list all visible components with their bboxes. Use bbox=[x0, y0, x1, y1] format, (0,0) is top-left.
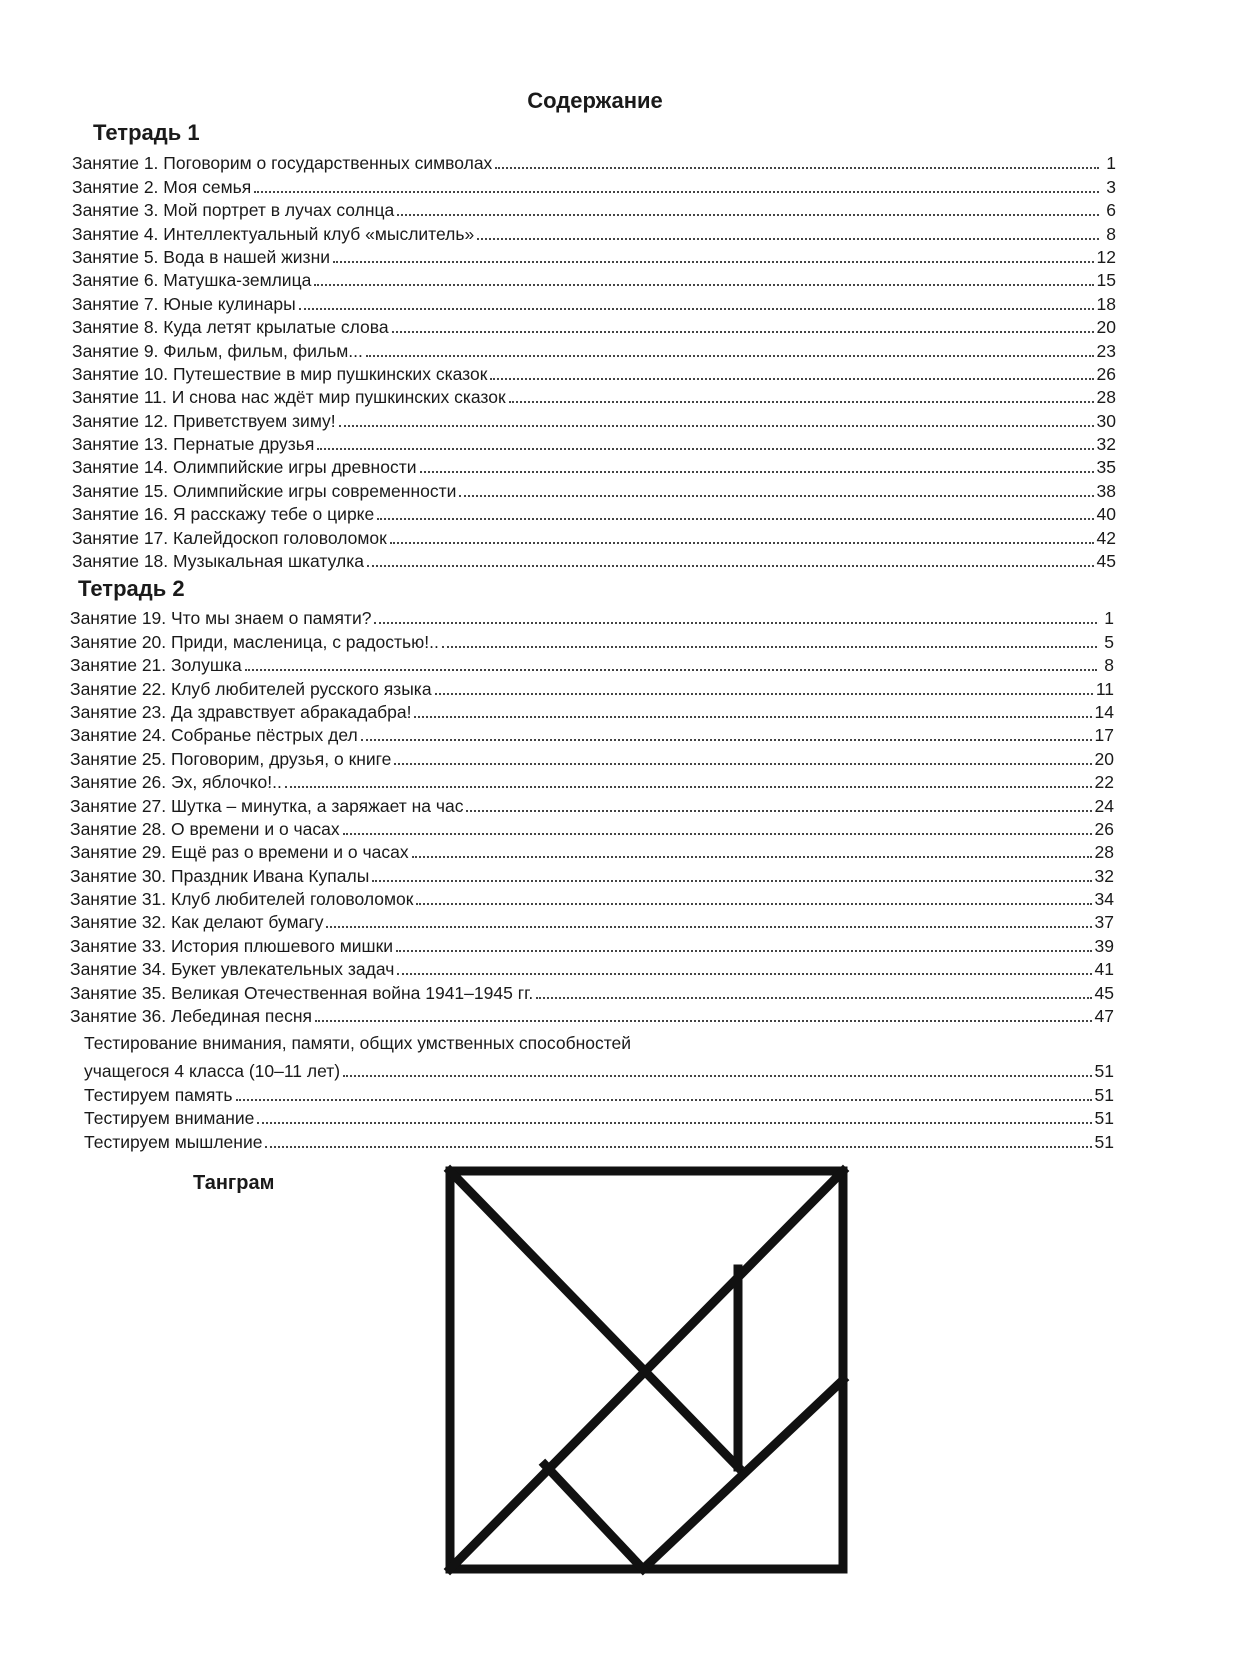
toc-entry-page: 51 bbox=[1094, 1084, 1114, 1105]
toc-entry-title: Занятие 33. История плюшевого мишки bbox=[70, 935, 394, 956]
toc-entry-title: Занятие 1. Поговорим о государственных символах bbox=[72, 153, 493, 174]
toc-entry-title: Занятие 16. Я расскажу тебе о цирке bbox=[72, 504, 375, 525]
toc-entry-page: 47 bbox=[1094, 1006, 1114, 1027]
toc-entry-title: Занятие 29. Ещё раз о времени и о часах bbox=[70, 842, 409, 863]
toc-entry-page: 28 bbox=[1094, 842, 1114, 863]
toc-entry-page: 40 bbox=[1096, 504, 1116, 525]
toc-entry-page: 51 bbox=[1094, 1061, 1114, 1082]
page-title: Содержание bbox=[527, 88, 663, 113]
toc-entry-page: 5 bbox=[1104, 631, 1114, 652]
toc-entry-page: 8 bbox=[1106, 223, 1116, 244]
tangram-label: Танграм bbox=[193, 1172, 275, 1194]
toc-entry-page: 45 bbox=[1096, 551, 1116, 572]
testing-intro: Тестирование внимания, памяти, общих умственных способностей bbox=[84, 1033, 632, 1053]
toc-entry-page: 26 bbox=[1096, 363, 1116, 384]
toc-entry-title: Занятие 12. Приветствуем зиму! bbox=[72, 410, 336, 431]
toc-entry-title: Тестируем внимание bbox=[84, 1108, 255, 1129]
toc-entry-page: 8 bbox=[1104, 655, 1114, 676]
toc-entry-page: 22 bbox=[1094, 772, 1114, 793]
toc-entry-page: 1 bbox=[1106, 153, 1116, 174]
toc-entry-page: 28 bbox=[1096, 387, 1116, 408]
toc-entry-title: Занятие 4. Интеллектуальный клуб «мыслитель» bbox=[72, 223, 475, 244]
toc-entry-page: 23 bbox=[1096, 340, 1116, 361]
toc-entry-page: 51 bbox=[1094, 1108, 1114, 1129]
toc-entry-title: Занятие 6. Матушка-землица bbox=[72, 270, 312, 291]
toc-entry-page: 32 bbox=[1096, 434, 1116, 455]
toc-entry-page: 38 bbox=[1096, 480, 1116, 501]
toc-entry-page: 20 bbox=[1094, 748, 1114, 769]
toc-entry-page: 41 bbox=[1094, 959, 1114, 980]
toc-entry-title: Занятие 9. Фильм, фильм, фильм... bbox=[72, 340, 363, 361]
toc-entry-title: Занятие 23. Да здравствует абракадабра! bbox=[70, 701, 412, 722]
toc-entry-page: 11 bbox=[1095, 678, 1114, 699]
toc-entry-title: Занятие 18. Музыкальная шкатулка bbox=[72, 551, 364, 572]
toc-entry-title: Занятие 22. Клуб любителей русского языка bbox=[70, 678, 432, 699]
toc-entry-title: Занятие 14. Олимпийские игры древности bbox=[72, 457, 417, 478]
toc-entry-page: 30 bbox=[1096, 410, 1116, 431]
toc-entry-page: 15 bbox=[1096, 270, 1116, 291]
toc-entry-title: Занятие 32. Как делают бумагу bbox=[70, 912, 324, 933]
toc-entry-title: Занятие 35. Великая Отечественная война 1941–1945 гг. bbox=[70, 982, 534, 1003]
toc-entry-page: 26 bbox=[1094, 818, 1114, 839]
toc-entry-page: 51 bbox=[1094, 1131, 1114, 1152]
tangram-line-small-triangle bbox=[545, 1465, 643, 1569]
toc-entry-title: Занятие 10. Путешествие в мир пушкинских сказок bbox=[72, 363, 488, 384]
toc-entry-page: 24 bbox=[1094, 795, 1114, 816]
toc-entry-title: Тестируем мышление bbox=[84, 1131, 263, 1152]
toc-entry-page: 12 bbox=[1096, 246, 1116, 267]
toc-entry-page: 6 bbox=[1106, 200, 1116, 221]
toc-entry-title: Занятие 3. Мой портрет в лучах солнца bbox=[72, 200, 395, 221]
toc-entry-title: Занятие 34. Букет увлекательных задач bbox=[70, 959, 395, 980]
toc-entry-title: Занятие 27. Шутка – минутка, а заряжает на час bbox=[70, 795, 464, 816]
toc-entry-title: Занятие 15. Олимпийские игры современности bbox=[72, 480, 457, 501]
toc-entry-page: 18 bbox=[1096, 293, 1116, 314]
toc-entry-title: Занятие 7. Юные кулинары bbox=[72, 293, 296, 314]
toc-entry-page: 42 bbox=[1096, 527, 1116, 548]
toc-entry-page: 37 bbox=[1094, 912, 1114, 933]
toc-entry-title: Занятие 8. Куда летят крылатые слова bbox=[72, 317, 389, 338]
toc-entry-page: 32 bbox=[1094, 865, 1114, 886]
toc-entry-page: 17 bbox=[1094, 725, 1114, 746]
toc-entry-page: 35 bbox=[1096, 457, 1116, 478]
toc-entry-title: Занятие 26. Эх, яблочко!.. bbox=[70, 772, 282, 793]
toc-entry-title: Занятие 24. Собранье пёстрых дел bbox=[70, 725, 358, 746]
toc-entry-title: Занятие 13. Пернатые друзья bbox=[72, 434, 315, 455]
toc-entry-page: 34 bbox=[1094, 889, 1114, 910]
toc-entry-title: Занятие 19. Что мы знаем о памяти? bbox=[70, 608, 372, 629]
toc-entry-title: Занятие 5. Вода в нашей жизни bbox=[72, 246, 331, 267]
notebook1-heading: Тетрадь 1 bbox=[93, 120, 200, 145]
toc-entry-title: Занятие 30. Праздник Ивана Купалы bbox=[70, 865, 370, 886]
toc-entry-title: Занятие 31. Клуб любителей головоломок bbox=[70, 889, 414, 910]
toc-entry-page: 3 bbox=[1106, 176, 1116, 197]
toc-entry-title: Занятие 11. И снова нас ждёт мир пушкинских сказок bbox=[72, 387, 506, 408]
toc-entry-title: Занятие 2. Моя семья bbox=[72, 176, 252, 197]
toc-entry-title: Занятие 36. Лебединая песня bbox=[70, 1006, 313, 1027]
toc-entry-title: Занятие 17. Калейдоскоп головоломок bbox=[72, 527, 387, 548]
notebook2-heading: Тетрадь 2 bbox=[78, 576, 185, 601]
toc-entry-page: 1 bbox=[1104, 608, 1114, 629]
toc-entry-title: Занятие 20. Приди, масленица, с радостью!.. bbox=[70, 631, 439, 652]
tangram-line-diagonal-lower bbox=[643, 1380, 843, 1569]
toc-entry-title: Занятие 28. О времени и о часах bbox=[70, 818, 340, 839]
toc-entry-page: 39 bbox=[1094, 935, 1114, 956]
toc-entry-title: учащегося 4 класса (10–11 лет) bbox=[84, 1061, 341, 1082]
toc-entry-page: 20 bbox=[1096, 317, 1116, 338]
toc-entry-title: Тестируем память bbox=[84, 1084, 233, 1105]
toc-entry-title: Занятие 21. Золушка bbox=[70, 655, 242, 676]
toc-entry-page: 45 bbox=[1094, 982, 1114, 1003]
toc-entry-title: Занятие 25. Поговорим, друзья, о книге bbox=[70, 748, 392, 769]
toc-entry-page: 14 bbox=[1094, 701, 1114, 722]
